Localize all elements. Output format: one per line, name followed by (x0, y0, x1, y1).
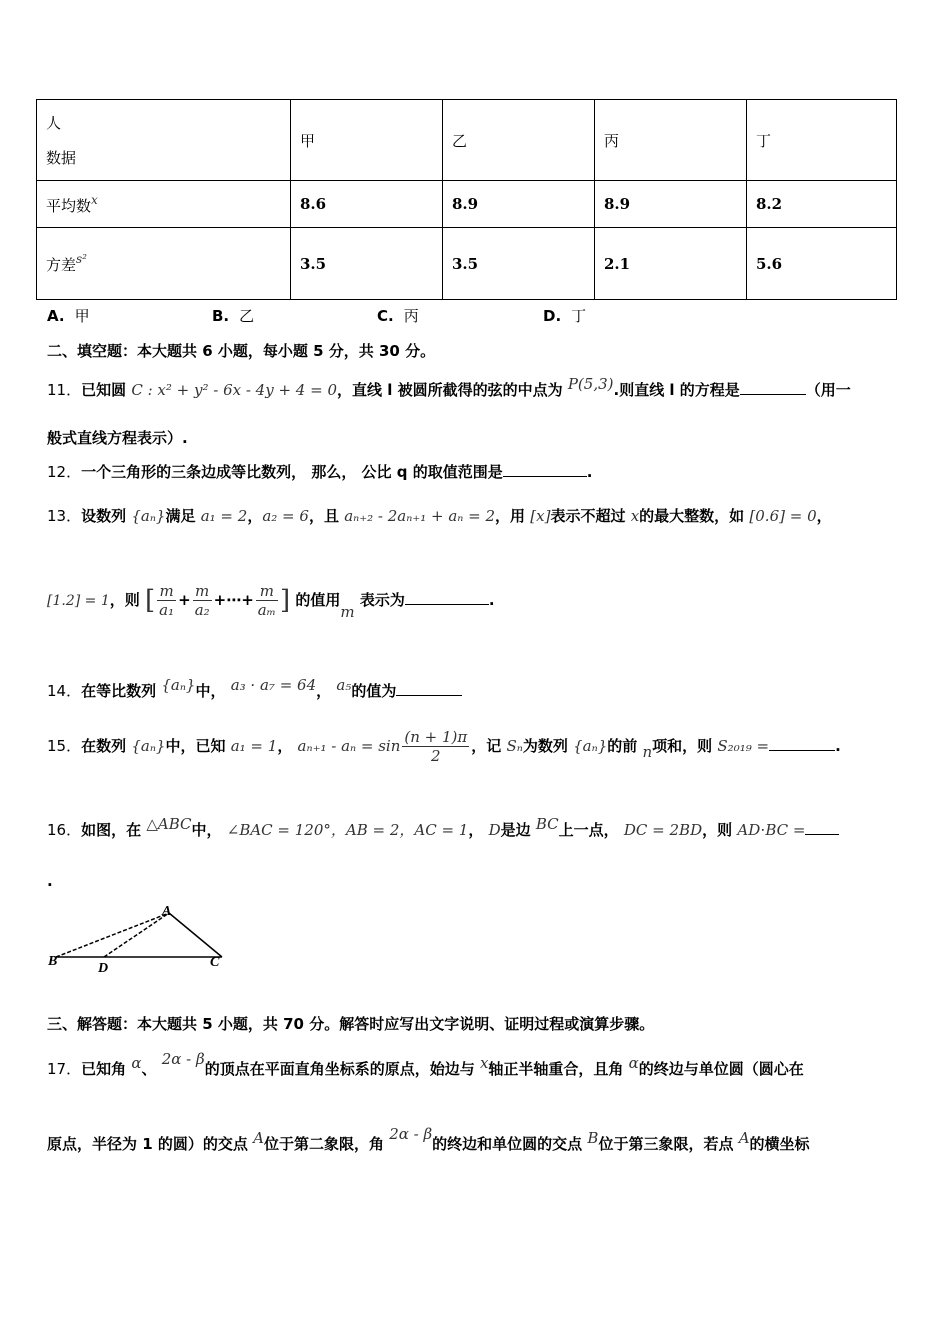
fraction: $\frac{(n + 1)\pi}{2}$ (404, 728, 468, 765)
answer-blank[interactable] (405, 604, 489, 605)
answer-blank[interactable] (503, 476, 587, 477)
answer-blank[interactable] (396, 695, 462, 696)
question-17-cont: 原点，半径为 1 的圆）的交点 A位于第二象限，角 2α - β的终边和单位圆的交点 B位于第三象限，若点 A的横坐标 (47, 1125, 810, 1153)
table-header-row (37, 100, 897, 181)
row-label: 平均数$^x$ (37, 181, 291, 228)
question-13-cont: [1.2] = 1，则 [ $\frac{m}{\text{a₁}}$ + $\frac{m}{\text{a₂}}$ +⋯+ $\frac{m}{\text{aₘ}}$ ] 的值用m 表示为 . (47, 582, 495, 621)
table-cell: 8.6 (291, 181, 443, 228)
table-row (37, 228, 897, 300)
col-header: 丁 (747, 100, 897, 181)
mean-symbol: x (91, 192, 98, 207)
midpoint: P(5,3) (567, 375, 614, 393)
triangle-figure (44, 900, 234, 978)
fraction: $\frac{m}{\text{aₘ}}$ (257, 582, 276, 619)
table-cell: 3.5 (291, 228, 443, 300)
label-b: B (48, 954, 58, 969)
question-11-cont: 般式直线方程表示）. (47, 429, 188, 447)
question-12: 12．一个三角形的三条边成等比数列， 那么， 公比 q 的取值范围是 . (47, 463, 593, 481)
question-11: 11．已知圆 C : x² + y² - 6x - 4y + 4 = 0，直线 l 被圆所截得的弦的中点为 P(5,3).则直线 l 的方程是 （用一 (47, 375, 851, 399)
answer-blank[interactable] (740, 394, 806, 395)
col-header: 丙 (595, 100, 747, 181)
variance-symbol: s² (76, 252, 87, 266)
table-cell: 8.2 (747, 181, 897, 228)
corner-bottom: 数据 (46, 149, 77, 167)
fraction: $\frac{m}{\text{a₁}}$ (159, 582, 175, 619)
question-16-end: . (47, 872, 53, 890)
option-c: C. 丙 (377, 307, 419, 325)
question-16: 16．如图，在 △ABC中， ∠BAC = 120°，AB = 2，AC = 1， D是边 BC上一点， DC = 2BD，则 AD⋅BC = (47, 815, 839, 840)
table-row (37, 181, 897, 228)
question-14: 14．在等比数列 {aₙ}中， a₃ · a₇ = 64， a₅的值为 (47, 676, 462, 701)
segment-ab (56, 913, 169, 957)
table-cell: 5.6 (747, 228, 897, 300)
fraction: $\frac{m}{\text{a₂}}$ (194, 582, 210, 619)
option-a: A. 甲 (47, 307, 90, 325)
label-c: C (210, 955, 220, 970)
answer-blank[interactable] (805, 834, 839, 835)
table-cell: 3.5 (443, 228, 595, 300)
answer-blank[interactable] (769, 750, 835, 751)
col-header: 乙 (443, 100, 595, 181)
question-13: 13．设数列 {aₙ}满足 a₁ = 2，a₂ = 6，且 aₙ₊₂ - 2aₙ₊₁ + aₙ = 2，用 [x]表示不超过 x的最大整数，如 [0.6] = 0， (47, 507, 832, 525)
data-table (36, 99, 897, 300)
option-b: B. 乙 (212, 307, 255, 325)
question-15: 15．在数列 {aₙ}中，已知 a₁ = 1， aₙ₊₁ - aₙ = sin $\frac{(n + 1)\pi}{2}$ ，记 Sₙ为数列 {aₙ}的前 n项和，则 S₂₀₁₉ = . (47, 728, 841, 765)
table-cell: 2.1 (595, 228, 747, 300)
table-cell: 8.9 (595, 181, 747, 228)
col-header: 甲 (291, 100, 443, 181)
option-d: D. 丁 (543, 307, 587, 325)
question-17: 17．已知角 α、 2α - β的顶点在平面直角坐标系的原点，始边与 x轴正半轴重合，且角 α的终边与单位圆（圆心在 (47, 1050, 804, 1078)
table-corner-cell (37, 100, 291, 181)
section-3-heading: 三、解答题：本大题共 5 小题，共 70 分。解答时应写出文字说明、证明过程或演算步骤。 (47, 1015, 655, 1033)
row-label: 方差$^{s^2}$ (37, 228, 291, 300)
segment-ac (169, 913, 222, 957)
corner-top: 人 (46, 114, 62, 132)
section-2-heading: 二、填空题：本大题共 6 小题，每小题 5 分，共 30 分。 (47, 342, 436, 360)
circle-equation: C : x² + y² - 6x - 4y + 4 = 0 (131, 381, 338, 399)
table-cell: 8.9 (443, 181, 595, 228)
label-d: D (98, 961, 109, 976)
label-a: A (162, 904, 172, 919)
